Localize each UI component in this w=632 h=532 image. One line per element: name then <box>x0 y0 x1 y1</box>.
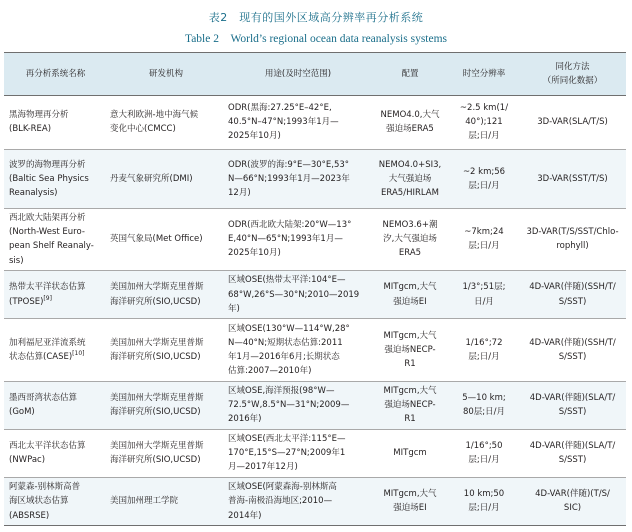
header-resolution: 时空分辨率 <box>449 53 519 95</box>
resolution-cell: 1/16°;50 层;日/月 <box>465 441 503 466</box>
assimilation-method-cell: 4D-VAR(伴随)(SSH/T/ S/SST) <box>529 282 616 307</box>
institution-cell: 美国加州大学斯克里普斯 海洋研究所(SIO,UCSD) <box>110 441 204 466</box>
configuration-cell: MITgcm,大气 强迫场EI <box>383 489 437 514</box>
configuration-cell: MITgcm,大气 强迫场EI <box>383 282 437 307</box>
configuration-cell: NEMO4.0,大气 强迫场ERA5 <box>380 110 440 135</box>
institution-cell: 意大利欧洲-地中海气候 变化中心(CMCC) <box>110 110 199 135</box>
resolution-cell: 1/16°;72 层;日/月 <box>465 337 503 362</box>
institution-cell: 美国加州大学斯克里普斯 海洋研究所(SIO,UCSD) <box>110 282 204 307</box>
reference-marker: [9] <box>43 294 52 302</box>
reference-marker: [10] <box>72 350 85 358</box>
table-row <box>4 319 626 381</box>
assimilation-method-cell: 4D-VAR(伴随)(SLA/T/ S/SST) <box>529 393 616 418</box>
table-row <box>4 150 626 209</box>
system-name-cell: 热带太平洋状态估算 (TPOSE)[9] <box>9 282 86 307</box>
usage-cell: ODR(西北欧大陆架:20°W—13° E,40°N—65°N;1993年1月— 2025年10月) <box>228 220 352 259</box>
assimilation-method-cell: 3D-VAR(SST/T/S) <box>537 173 608 184</box>
header-usage: 用途(及时空范围) <box>225 53 371 95</box>
header-institution: 研发机构 <box>107 53 225 95</box>
table-caption-chinese: 表2 现有的国外区域高分辨率再分析系统 <box>208 11 424 24</box>
configuration-cell: MITgcm <box>393 448 427 459</box>
usage-cell: ODR(波罗的海:9°E—30°E,53° N—66°N;1993年1月—2023年 12月) <box>228 159 350 198</box>
table-row <box>4 271 626 319</box>
assimilation-method-cell: 3D-VAR(T/S/SST/Chlo- rophyll) <box>526 227 619 252</box>
configuration-cell: MITgcm,大气 强迫场NECP- R1 <box>383 330 437 370</box>
system-name-cell: 加利福尼亚洋流系统 状态估算(CASE)[10] <box>9 337 86 362</box>
table-row <box>4 477 626 525</box>
table-caption-english: Table 2 World’s regional ocean data reanalysis systems <box>184 33 448 45</box>
institution-cell: 美国加州大学斯克里普斯 海洋研究所(SIO,UCSD) <box>110 337 204 362</box>
usage-cell: 区域OSE,海洋预报(98°W— 72.5°W,8.5°N—31°N;2009— 2016年) <box>228 385 350 425</box>
resolution-cell: 5—10 km; 80层;日/月 <box>462 393 506 418</box>
institution-cell: 丹麦气象研究所(DMI) <box>110 173 193 184</box>
usage-cell: 区域OSE(热带太平洋:104°E— 68°W,26°S—30°N;2010—2019 年) <box>228 275 360 314</box>
institution-cell: 美国加州大学斯克里普斯 海洋研究所(SIO,UCSD) <box>110 393 204 418</box>
usage-cell: 区域OSE(阿蒙森海-别林斯高 普海-南极沿海地区;2010— 2014年) <box>228 482 337 521</box>
system-name-cell: 西北太平洋状态估算 (NWPac) <box>9 441 86 466</box>
table <box>4 53 626 525</box>
system-name-cell: 西北欧大陆架再分析 (North-West Euro- pean Shelf Reanaly- sis) <box>9 212 94 266</box>
header-system-name: 再分析系统名称 <box>4 53 107 95</box>
table-row <box>4 208 626 270</box>
configuration-cell: NEMO3.6+潮 汐,大气强迫场 ERA5 <box>382 220 438 259</box>
resolution-cell: 1/3°;51层; 日/月 <box>462 282 506 307</box>
resolution-cell: ~2.5 km(1/ 40°);121 层;日/月 <box>459 102 509 142</box>
table-row <box>4 429 626 477</box>
reanalysis-systems-table <box>4 52 626 526</box>
table-row <box>4 381 626 429</box>
resolution-cell: 10 km;50 层;日/月 <box>463 489 505 514</box>
usage-cell: 区域OSE(西北太平洋:115°E— 170°E,15°S—27°N;2009年1 月—2017年12月) <box>228 433 346 473</box>
table-header-row <box>4 53 626 95</box>
usage-cell: ODR(黑海:27.25°E–42°E, 40.5°N–47°N;1993年1月— 2025年10月) <box>228 102 339 142</box>
system-name-cell: 黑海物理再分析 (BLK-REA) <box>9 110 69 135</box>
institution-cell: 英国气象局(Met Office) <box>110 234 203 245</box>
usage-cell: 区域OSE(130°W—114°W,28° N—40°N;短期状态估算:2011 年1月—2016年6月;长期状态 估算:2007—2010年) <box>228 323 350 377</box>
system-name-cell: 墨西哥湾状态估算 (GoM) <box>9 393 78 418</box>
table-body <box>4 95 626 525</box>
configuration-cell: NEMO4.0+SI3, 大气强迫场 ERA5/HIRLAM <box>378 159 442 198</box>
assimilation-method-cell: 4D-VAR(伴随)(SLA/T/ S/SST) <box>529 441 616 466</box>
resolution-cell: ~2 km;56 层;日/月 <box>462 166 506 191</box>
configuration-cell: MITgcm,大气 强迫场NECP- R1 <box>383 385 437 425</box>
resolution-cell: ~7km;24 层;日/月 <box>464 227 504 252</box>
assimilation-method-cell: 3D-VAR(SLA/T/S) <box>537 117 608 128</box>
assimilation-method-cell: 4D-VAR(伴随)(SSH/T/ S/SST) <box>529 337 616 362</box>
table-row <box>4 95 626 150</box>
header-configuration: 配置 <box>371 53 449 95</box>
institution-cell: 美国加州理工学院 <box>110 496 179 507</box>
system-name-cell: 阿蒙森-别林斯高普 海区域状态估算 (ABSRSE) <box>9 482 81 521</box>
assimilation-method-cell: 4D-VAR(伴随)(T/S/ SIC) <box>535 489 610 514</box>
header-assimilation-method: 同化方法 （所同化数据） <box>519 53 626 95</box>
system-name-cell: 波罗的海物理再分析 (Baltic Sea Physics Reanalysis) <box>9 159 89 198</box>
